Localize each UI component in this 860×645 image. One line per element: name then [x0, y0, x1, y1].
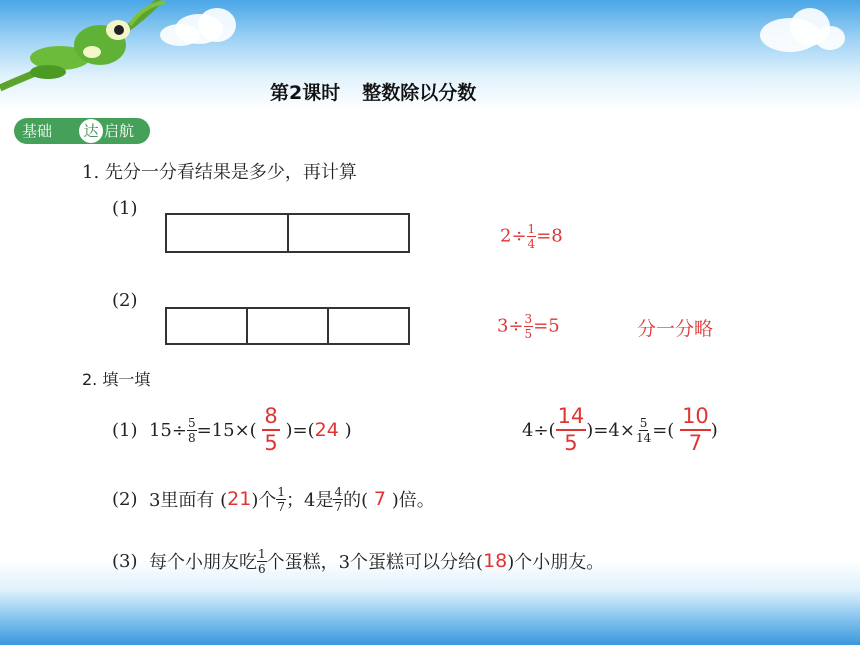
section-badge [14, 118, 150, 144]
q1-part2-label: (2) [112, 290, 138, 311]
q1-part1-answer: 2÷ $\frac{1}{4}$ =8 [500, 222, 563, 251]
page-title [270, 78, 476, 105]
q2-row1-left: (1) 15÷ $\frac{5}{8}$ =15×( $\frac{8}{5}$ )=( 24 ) [112, 404, 352, 455]
q2-row1-right: 4÷( $\frac{14}{5}$ )=4× $\frac{5}{14}$ =( $\frac{10}{7}$ ) [522, 404, 718, 455]
q2-title: 2. 填一填 [82, 370, 151, 389]
badge-label-right: 启航 [104, 122, 135, 140]
lesson-number: 第2课时 [270, 82, 341, 104]
badge-label-left: 基础 [22, 122, 53, 140]
answer-value: 24 [314, 419, 339, 441]
lesson-topic: 整数除以分数 [362, 82, 477, 104]
answer-fraction: $\frac{8}{5}$ [264, 404, 278, 455]
frog-vine-illustration [0, 0, 190, 105]
answer-value: 18 [483, 550, 508, 572]
answer-fraction: $\frac{10}{7}$ [682, 404, 709, 455]
answer-fraction: $\frac{14}{5}$ [557, 404, 585, 455]
bar-divider [287, 215, 289, 251]
q1-part2-answer: 3÷ $\frac{3}{5}$ =5 [497, 312, 560, 341]
bar-two-parts [165, 213, 410, 253]
answer-value: 7 [373, 488, 386, 510]
q1-title: 1. 先分一分看结果是多少，再计算 [82, 162, 357, 183]
q2-row3: (3) 每个小朋友吃 $\frac{1}{6}$ 个蛋糕，3个蛋糕可以分给( 18 )个小朋友。 [112, 546, 605, 576]
bar-divider [246, 309, 248, 343]
bar-divider [327, 309, 329, 343]
anchor-icon: 达 [79, 119, 103, 143]
answer-value: 21 [227, 488, 252, 510]
q1-note: 分一分略 [637, 318, 714, 340]
q1-part1-label: (1) [112, 198, 138, 219]
q2-row2: (2) 3里面有 ( 21 )个 $\frac{1}{7}$ ；4是 $\frac{4}{7}$ 的( 7 )倍。 [112, 484, 435, 514]
bar-three-parts [165, 307, 410, 345]
